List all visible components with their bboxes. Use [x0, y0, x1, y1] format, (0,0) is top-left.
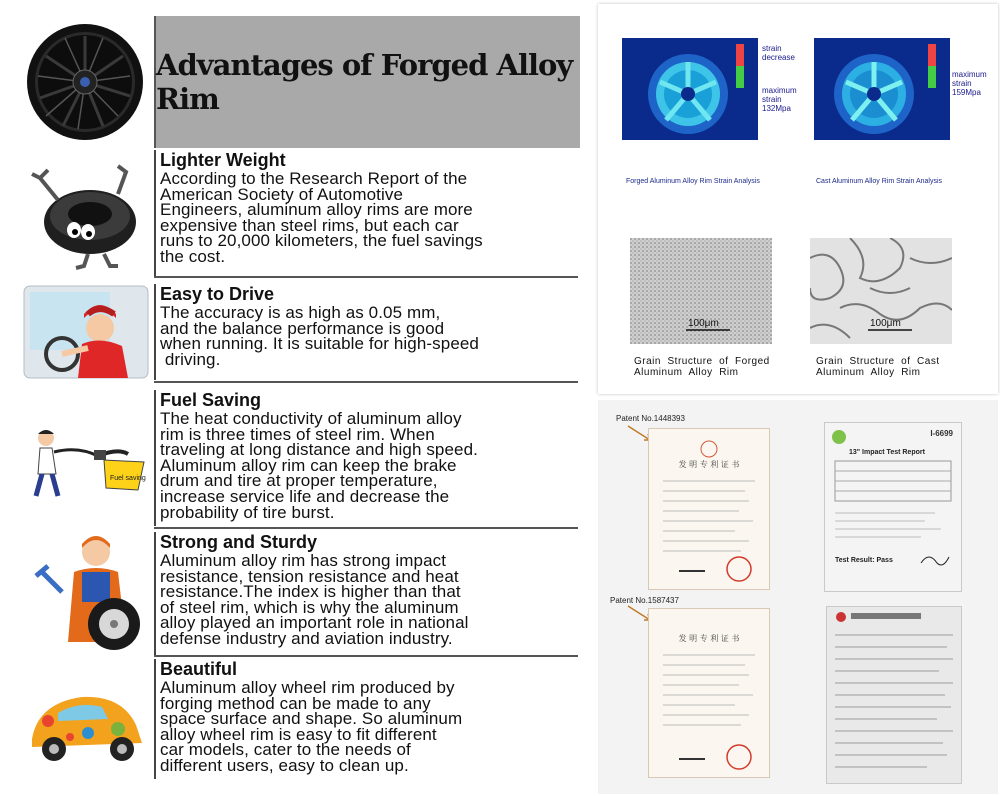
cert-title: 发 明 专 利 证 书 — [678, 460, 740, 469]
section-body — [160, 171, 578, 265]
body-line: probability of tire burst. — [160, 502, 335, 522]
section-text — [154, 284, 578, 380]
body-line: alloy played an important role in national — [160, 613, 469, 633]
body-line: Engineers, aluminum alloy rims are more — [160, 200, 473, 220]
body-line: of steel rim, which is why the aluminum — [160, 597, 459, 617]
label-line: strain — [952, 79, 972, 88]
section-title: Lighter Weight — [160, 150, 286, 170]
label-line: 159Mpa — [952, 88, 981, 97]
divider — [154, 381, 578, 383]
section-body — [160, 305, 578, 367]
mechanic-icon — [18, 532, 152, 656]
label-line: strain — [762, 44, 782, 53]
max-strain-label — [952, 70, 987, 97]
body-line: traveling at long distance and high speed. — [160, 440, 478, 460]
report-title: 13" Impact Test Report — [849, 449, 925, 456]
impact-test-report — [824, 422, 962, 592]
body-line: car models, cater to the needs of — [160, 740, 411, 760]
cartoon-tire-icon — [18, 150, 152, 276]
label-line: strain — [762, 95, 782, 104]
patent-certificate-2 — [648, 608, 770, 778]
scale-bar-label: 100μm — [870, 318, 901, 329]
body-line: alloy wheel rim is easy to fit different — [160, 724, 437, 744]
title-row — [18, 16, 578, 148]
caption-line: Aluminum Alloy Rim — [816, 367, 921, 378]
caption-line: Aluminum Alloy Rim — [634, 367, 739, 378]
section-title: Beautiful — [160, 659, 238, 679]
divider — [154, 655, 578, 657]
divider — [154, 276, 578, 278]
section-title: Easy to Drive — [160, 284, 275, 304]
label-line: maximum — [952, 70, 987, 79]
caption-line: Grain Structure of Forged — [634, 356, 770, 367]
body-line: Aluminum alloy rim has strong impact — [160, 551, 447, 570]
section-body — [160, 411, 578, 520]
label-line: 132Mpa — [762, 104, 791, 113]
body-line: defense industry and aviation industry. — [160, 628, 453, 648]
fuel-pump-icon — [18, 390, 152, 526]
section-beautiful — [18, 659, 578, 779]
caption-line: Grain Structure of Cast — [816, 356, 940, 367]
body-line: The heat conductivity of aluminum alloy — [160, 409, 462, 428]
body-line: The accuracy is as high as 0.05 mm, — [160, 303, 441, 322]
section-easy-to-drive — [18, 284, 578, 380]
forged-strain-image — [622, 38, 758, 140]
certificates-panel — [598, 400, 998, 794]
body-line: resistance.The index is higher than that — [160, 582, 461, 602]
test-result: Test Result: Pass — [835, 557, 893, 564]
cert-title: 发 明 专 利 证 书 — [678, 634, 740, 643]
body-line: According to the Research Report of the — [160, 169, 468, 188]
cast-grain-image — [810, 238, 952, 344]
forged-strain-caption: Forged Aluminum Alloy Rim Strain Analysis — [626, 178, 760, 185]
cast-strain-image — [814, 38, 950, 140]
section-text — [154, 150, 578, 276]
cast-grain-caption — [816, 356, 940, 378]
section-body — [160, 553, 578, 647]
forged-grain-caption — [634, 356, 770, 378]
forged-grain-image — [630, 238, 772, 344]
body-line: and the balance performance is good — [160, 318, 445, 338]
body-line: driving. — [160, 349, 221, 369]
scale-bar-label: 100μm — [688, 318, 719, 329]
fuel-sign-text: Fuel saving — [110, 475, 146, 482]
section-text — [154, 390, 578, 526]
body-line: space surface and shape. So aluminum — [160, 709, 463, 729]
divider — [154, 527, 578, 529]
body-line: the cost. — [160, 246, 226, 266]
title-box — [154, 16, 580, 148]
label-line: decrease — [762, 53, 795, 62]
body-line: increase service life and decrease the — [160, 486, 450, 506]
body-line: different users, easy to clean up. — [160, 755, 409, 775]
section-text — [154, 532, 578, 656]
body-line: rim is three times of steel rim. When — [160, 424, 435, 444]
body-line: American Society of Automotive — [160, 184, 404, 204]
section-fuel-saving — [18, 390, 578, 526]
max-strain-label — [762, 86, 797, 113]
driver-icon — [18, 284, 152, 380]
report-code: I-6699 — [930, 429, 953, 438]
section-title: Strong and Sturdy — [160, 532, 317, 552]
page-title: Advantages of Forged Alloy Rim — [156, 48, 573, 116]
body-line: when running. It is suitable for high-speed — [160, 334, 479, 354]
section-body — [160, 680, 578, 774]
inspection-document — [826, 606, 962, 784]
cast-strain-caption: Cast Aluminum Alloy Rim Strain Analysis — [816, 178, 943, 185]
body-line: forging method can be made to any — [160, 693, 431, 713]
beetle-car-icon — [18, 659, 152, 779]
body-line: runs to 20,000 kilometers, the fuel savings — [160, 231, 483, 251]
body-line: drum and tire at proper temperature, — [160, 471, 438, 491]
label-line: maximum — [762, 86, 797, 95]
body-line: resistance, tension resistance and heat — [160, 566, 459, 586]
alloy-wheel-icon — [18, 16, 152, 148]
patent-certificate-1 — [648, 428, 770, 590]
body-line: Aluminum alloy rim can keep the brake — [160, 455, 457, 475]
strain-label — [762, 44, 795, 62]
section-title: Fuel Saving — [160, 390, 262, 410]
patent-label: Patent No.1448393 — [616, 414, 685, 423]
section-text — [154, 659, 578, 779]
section-lighter-weight — [18, 150, 578, 276]
patent-label: Patent No.1587437 — [610, 596, 679, 605]
analysis-panel — [598, 4, 998, 394]
body-line: expensive than steel rims, but each car — [160, 215, 459, 235]
section-strong-sturdy — [18, 532, 578, 656]
evidence-panel — [594, 0, 1000, 796]
body-line: Aluminum alloy wheel rim produced by — [160, 678, 455, 697]
